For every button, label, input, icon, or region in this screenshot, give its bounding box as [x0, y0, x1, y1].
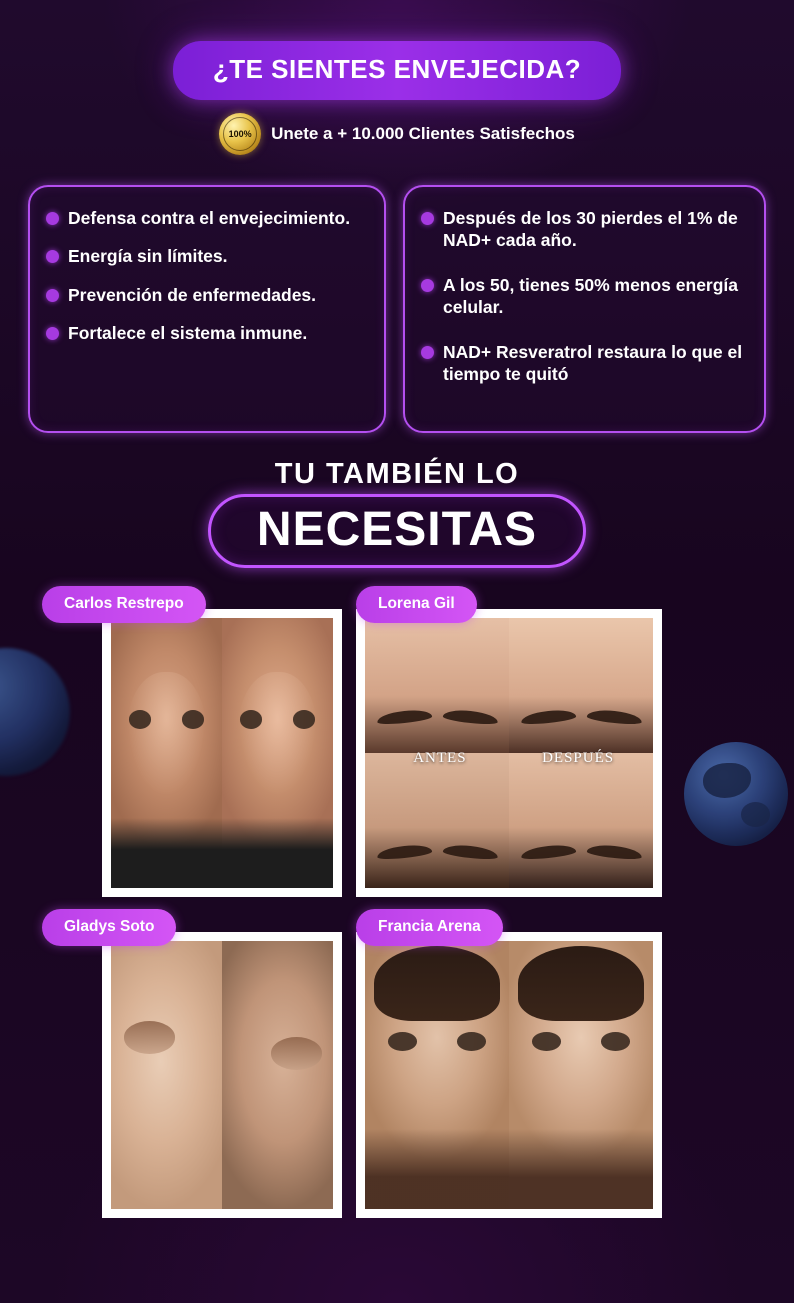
eyelid-detail — [271, 1037, 322, 1069]
section-title: NECESITAS — [256, 503, 538, 556]
quality-seal-icon — [219, 113, 261, 155]
benefit-text: Fortalece el sistema inmune. — [68, 323, 308, 344]
bullet-dot-icon — [46, 289, 59, 302]
testimonial-name-tag: Carlos Restrepo — [42, 586, 206, 623]
eyes-detail — [532, 1032, 630, 1051]
list-item — [46, 322, 366, 344]
before-after-photo — [111, 941, 333, 1209]
list-item — [46, 284, 366, 306]
testimonial-card-francia — [356, 909, 662, 1218]
eyebrow-left — [520, 708, 576, 726]
after-photo — [509, 941, 653, 1209]
eye-right — [182, 710, 205, 729]
page-title: ¿TE SIENTES ENVEJECIDA? — [173, 41, 621, 100]
before-after-photo — [365, 618, 653, 888]
trust-badge-text: Unete a + 10.000 Clientes Satisfechos — [271, 124, 575, 143]
benefits-right-box — [403, 185, 766, 433]
list-item — [421, 274, 746, 319]
section-subtitle: TU TAMBIÉN LO — [274, 458, 520, 490]
benefit-text: Después de los 30 pierdes el 1% de NAD+ cada año. — [443, 208, 738, 251]
before-photo — [365, 941, 509, 1209]
before-after-photo — [365, 941, 653, 1209]
trust-badge-row — [0, 113, 794, 155]
before-photo — [111, 618, 222, 888]
bullet-dot-icon — [421, 279, 434, 292]
benefit-boxes — [28, 185, 766, 433]
after-photo — [222, 941, 333, 1209]
testimonial-photo-frame — [356, 609, 662, 897]
list-item — [421, 341, 746, 386]
benefit-text: NAD+ Resveratrol restaura lo que el tiempo te quitó — [443, 341, 743, 384]
eye-right — [293, 710, 316, 729]
eyes-detail — [388, 1032, 486, 1051]
section-title-pill — [208, 494, 586, 568]
eyebrow-right — [442, 843, 498, 861]
hair-detail — [374, 946, 501, 1021]
benefits-left-box — [28, 185, 386, 433]
eye-left — [129, 710, 152, 729]
testimonial-card-lorena — [356, 586, 662, 897]
testimonial-grid — [42, 586, 754, 1230]
testimonial-name-tag: Lorena Gil — [356, 586, 477, 623]
eyebrow-left — [376, 843, 432, 861]
testimonial-row — [42, 909, 754, 1218]
before-label: ANTES — [413, 750, 467, 767]
hair-detail — [518, 946, 645, 1021]
bullet-dot-icon — [421, 346, 434, 359]
testimonial-card-gladys — [42, 909, 342, 1218]
after-photo — [222, 618, 333, 888]
testimonial-name-tag: Francia Arena — [356, 909, 503, 946]
eyebrow-right — [586, 708, 642, 726]
list-item — [46, 245, 366, 267]
list-item — [421, 207, 746, 252]
bullet-dot-icon — [421, 212, 434, 225]
forehead-before-bottom — [365, 753, 509, 888]
before-photo — [111, 941, 222, 1209]
forehead-before-top — [365, 618, 509, 753]
testimonial-row — [42, 586, 754, 897]
after-label: DESPUÉS — [542, 750, 615, 767]
eyelid-detail — [124, 1021, 175, 1053]
testimonial-photo-frame — [356, 932, 662, 1218]
list-item — [46, 207, 366, 229]
testimonial-name-tag: Gladys Soto — [42, 909, 176, 946]
forehead-after-top — [509, 618, 653, 753]
benefit-text: Prevención de enfermedades. — [68, 284, 317, 305]
testimonial-card-carlos — [42, 586, 342, 897]
seal-label: 100% — [228, 129, 252, 139]
headline-container — [0, 41, 794, 100]
benefit-text: Defensa contra el envejecimiento. — [68, 208, 351, 228]
eyebrow-left — [520, 843, 576, 861]
eye-left — [240, 710, 263, 729]
eyes-detail — [129, 710, 205, 729]
benefit-text: Energía sin límites. — [68, 246, 228, 267]
eye-left — [388, 1032, 417, 1051]
eyes-detail — [240, 710, 316, 729]
eye-right — [601, 1032, 630, 1051]
before-after-labels — [365, 750, 653, 767]
eyebrow-left — [376, 708, 432, 726]
benefit-text: A los 50, tienes 50% menos energía celular. — [443, 274, 739, 318]
forehead-after-bottom — [509, 753, 653, 888]
bullet-dot-icon — [46, 327, 59, 340]
eyebrow-right — [442, 708, 498, 726]
before-after-photo — [111, 618, 333, 888]
section-title-container — [0, 494, 794, 568]
eye-left — [532, 1032, 561, 1051]
testimonial-photo-frame — [102, 609, 342, 897]
eyebrow-right — [586, 843, 642, 861]
testimonial-photo-frame — [102, 932, 342, 1218]
bullet-dot-icon — [46, 212, 59, 225]
eye-right — [457, 1032, 486, 1051]
bullet-dot-icon — [46, 250, 59, 263]
